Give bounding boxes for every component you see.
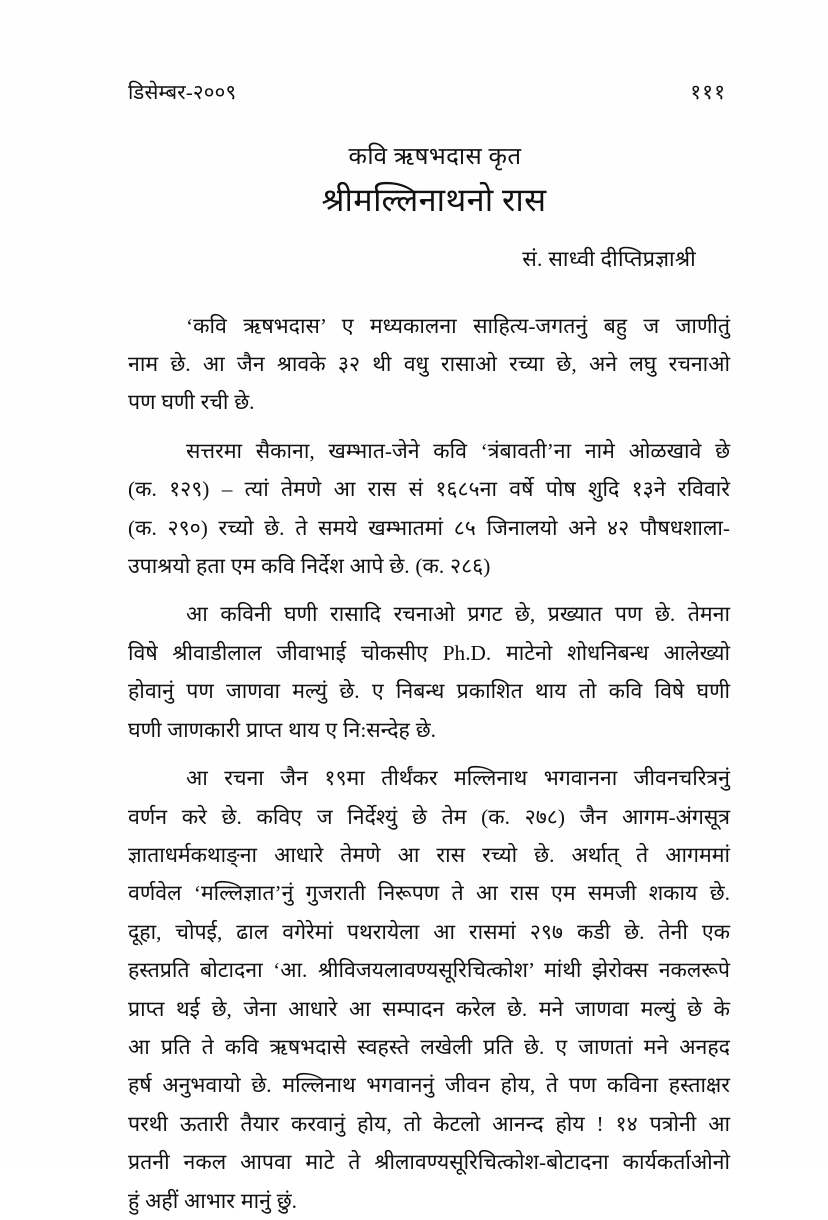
paragraph-line: (क. २९०) रच्यो छे. ते समये खम्भातमां ८५ जिनालयो अने ४२ पौषधशाला- <box>128 515 730 540</box>
paragraph-line: प्रतनी नकल आपवा माटे ते श्रीलावण्यसूरिचित्कोश-बोटादना कार्यकर्ताओनो <box>128 1150 730 1175</box>
paragraph-line: विषे श्रीवाडीलाल जीवाभाई चोकसीए Ph.D. माटेनो शोधनिबन्ध आलेख्यो <box>128 640 730 665</box>
paragraph-line: ‘कवि ऋषभदास’ ए मध्यकालना साहित्य-जगतनुं बहु ज जाणीतुं <box>186 313 730 338</box>
paragraph-line: आ प्रति ते कवि ऋषभदासे स्वहस्ते लखेली प्रति छे. ए जाणतां मने अनहद <box>128 1034 730 1059</box>
paragraph-line: घणी जाणकारी प्राप्त थाय ए नि:सन्देह छे. <box>128 717 436 742</box>
paragraph-line: वर्णन करे छे. कविए ज निर्देश्युं छे तेम (क. २७८) जैन आगम-अंगसूत्र <box>128 804 730 829</box>
title-kicker: कवि ऋषभदास कृत <box>348 144 522 170</box>
paragraph-line: उपाश्रयो हता एम कवि निर्देश आपे छे. (क. २८६) <box>128 554 491 579</box>
paragraph-line: हुं अहीं आभार मानुं छुं. <box>128 1188 297 1213</box>
paragraph-line: नाम छे. आ जैन श्रावके ३२ थी वधु रासाओ रच्या छे, अने लघु रचनाओ <box>128 352 730 377</box>
paragraph-line: सत्तरमा सैकाना, खम्भात-जेने कवि ‘त्रंबावती’ना नामे ओळखावे छे <box>186 438 730 463</box>
paragraph <box>128 307 730 422</box>
paragraph-line: (क. १२९) – त्यां तेमणे आ रास सं १६८५ना वर्षे पोष शुदि १३ने रविवारे <box>128 477 730 502</box>
paragraph-line: पण घणी रची छे. <box>128 390 255 415</box>
paragraph <box>128 432 730 586</box>
paragraph-line: वर्णवेल ‘मल्लिज्ञात’नुं गुजराती निरूपण ते आ रास एम समजी शकाय छे. <box>128 881 730 906</box>
byline: सं. साध्वी दीप्तिप्रज्ञाश्री <box>522 246 696 271</box>
paragraph-line: ज्ञाताधर्मकथाङ्ना आधारे तेमणे आ रास रच्यो छे. अर्थात् ते आगममां <box>128 842 730 867</box>
paragraph <box>128 759 730 1220</box>
page-title: श्रीमल्लिनाथनो रास <box>321 183 547 219</box>
paragraph <box>128 595 730 749</box>
paragraph-line: दूहा, चोपई, ढाल वगेरेमां पथरायेला आ रासमां २९७ कडी छे. तेनी एक <box>128 919 730 944</box>
paragraph-line: आ रचना जैन १९मा तीर्थंकर मल्लिनाथ भगवानना जीवनचरित्रनुं <box>186 766 730 791</box>
paragraph-line: प्राप्त थई छे, जेना आधारे आ सम्पादन करेल छे. मने जाणवा मल्युं छे के <box>128 996 730 1021</box>
paragraph-line: परथी ऊतारी तैयार करवानुं होय, तो केटलो आनन्द होय ! १४ पत्रोनी आ <box>128 1111 730 1136</box>
paragraph-line: हर्ष अनुभवायो छे. मल्लिनाथ भगवाननुं जीवन होय, ते पण कविना हस्ताक्षर <box>128 1073 730 1098</box>
issue-date: डिसेम्बर-२००९ <box>128 82 237 104</box>
paragraph-line: होवानुं पण जाणवा मल्युं छे. ए निबन्ध प्रकाशित थाय तो कवि विषे घणी <box>128 679 730 704</box>
body-text <box>128 307 730 1220</box>
paragraph-line: आ कविनी घणी रासादि रचनाओ प्रगट छे, प्रख्यात पण छे. तेमना <box>186 602 730 627</box>
running-head <box>128 78 730 112</box>
title-block <box>128 142 730 222</box>
page-number: १११ <box>690 80 726 104</box>
paragraph-line: हस्तप्रति बोटादना ‘आ. श्रीविजयलावण्यसूरिचित्कोश’ मांथी झेरोक्स नकलरूपे <box>128 958 730 983</box>
